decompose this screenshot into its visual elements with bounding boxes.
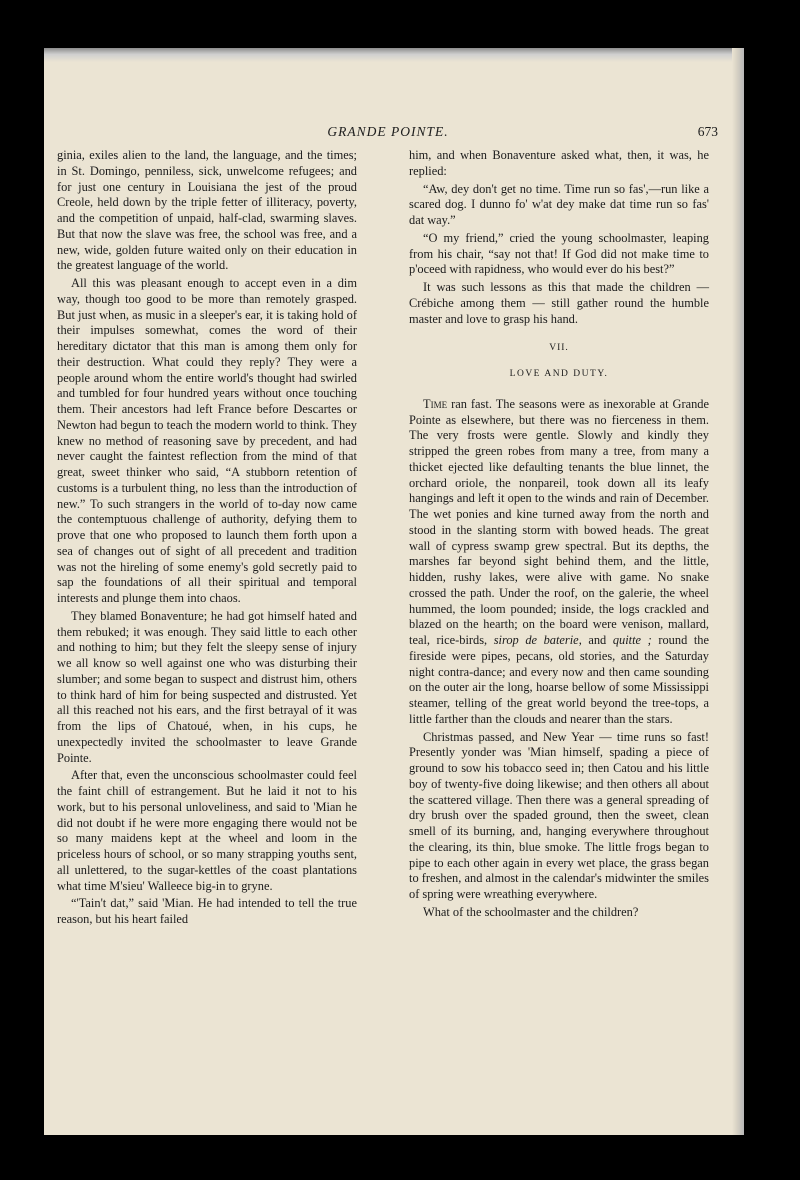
text-run: ran fast. The seasons were as inexorable at Grande Pointe as elsewhere, but there was no fierceness in them. The very frosts were gentle. Slowly and kindly they stripped the green robes from many a tree, from many a thicket ejected like defaulting tenants the blue linnet, the orchard oriole, the nonpareil, took down all its leafy hangings and left it open to the winds and rain of December. The wet ponies and kine turned away from the north and stood in the slanting storm with bowed heads. The great wall of cypress swamp grew spectral. But its depths, the marshes far beyond sight behind them, and the little, hidden, rushy lakes, were alive with game. No snake crossed the path. Under the roof, on the galerie, the wheel hummed, the loom pounded; inside, the logs crackled and blazed on the hearth; on the board were venison, mallard, teal, rice-birds, (409, 396, 709, 647)
paragraph: Christmas passed, and New Year — time runs so fast! Presently yonder was 'Mian himself, spading a piece of ground to sow his tobacco seed in; then Catou and his little boy of twenty-five doing likewise; and then others all about the scattered village. Then there was a general spreading of dry brush over the spaded ground, then the sweet, clean smell of its burning, and, hanging everywhere throughout the clearing, its thin, blue smoke. The little frogs began to pipe to each other again in every wet place, the grass began to freshen, and almost in the calendar's midwinter the smiles of spring were wreathing everywhere. (409, 729, 709, 901)
paragraph: “'Tain't dat,” said 'Mian. He had intended to tell the true reason, but his heart failed (57, 896, 357, 926)
paragraph: They blamed Bonaventure; he had got himself hated and them rebuked; it was enough. They said little to each other and nothing to him; but they felt the sleepy sense of injury we all know so well against one who was disturbing their slumber; and some began to suspect and distrust him, others to think hard of him for being suspected and distrusted. Yet all this reached not his ears, and the first betrayal of it was from the lips of Chatoué, when, in his cups, he unexpectedly invited the schoolmaster to leave Grande Pointe. (57, 608, 357, 765)
opening-words: Time (423, 396, 448, 411)
page-top-edge (44, 48, 744, 62)
page-header (58, 124, 718, 144)
italic-phrase: sirop de baterie (493, 633, 579, 647)
section-title: LOVE AND DUTY. (509, 369, 609, 379)
text-run: , and (578, 633, 613, 647)
paragraph: All this was pleasant enough to accept even in a dim way, though too good to be more than remotely grasped. But just when, as music in a sleeper's ear, it is taking hold of their impulses somewhat, comes the word of their hereditary dictator that this man is among them only for their destruction. What could they reply? They were a people around whom the entire world's thought had swirled and tumbled for four hundred years without once touching them. Their ancestors had left France before Descartes or Newton had begun to teach the modern world to think. They knew no method of reasoning save by precedent, and had never caught the faintest reflection from the mind of that great, sweet thinker who said, “A stubborn retention of customs is a turbulent thing, no less than the introduction of new.” To such strangers in the world of to-day now came the contemptuous challenge of authority, defying them to prove that one who proposed to launch them forth upon a sea of changes out of sight of all precedent and tradition was not the hireling of some enemy's gold secretly paid to sap the foundations of all their spiritual and temporal interests and plunge them into chaos. (57, 276, 357, 605)
paragraph: It was such lessons as this that made the children — Crébiche among them — still gather round the humble master and love to grasp his hand. (409, 280, 709, 326)
paragraph: “Aw, dey don't get no time. Time run so fas',—run like a scared dog. I dunno fo' w'at dey make dat time run so fas' dat way.” (409, 181, 709, 227)
book-page (44, 48, 744, 1135)
left-column (57, 148, 357, 930)
paragraph (409, 397, 709, 728)
text-run: round the fireside were pipes, pecans, old stories, and the Saturday night contra-dance; and every now and then came sounding on the outer air the long, hoarse bellow of some Mississippi steamer, telling of the great world beyond the tree-tops, a little farther than the clouds and nearer than the stars. (409, 633, 709, 726)
paragraph: ginia, exiles alien to the land, the language, and the times; in St. Domingo, penniless, sick, unwelcome refugees; and for just one century in Louisiana the jest of the proud Creole, held down by the triple fetter of illiteracy, poverty, and the competition of unpaid, half-clad, swarming slaves. But that now the slave was free, the school was free, and a new, wide, golden future waited only on their education in the greatest language of the world. (57, 148, 357, 273)
running-title: GRANDE POINTE. (327, 124, 449, 139)
right-column (409, 148, 709, 923)
section-number: VII. (549, 343, 569, 354)
paragraph: After that, even the unconscious schoolmaster could feel the faint chill of estrangement. But he laid it not to his work, but to his personal unloveliness, and said to 'Mian he did not doubt if he were more engaging there would not be so many maidens kept at the wheel and loom in the priceless hours of school, or so many strapping youths sent, all unlettered, to the sugar-kettles of the coast plantations what time M'sieu' Walleece big-in to gryne. (57, 768, 357, 893)
paragraph: him, and when Bonaventure asked what, then, it was, he replied: (409, 148, 709, 178)
paragraph: “O my friend,” cried the young schoolmaster, leaping from his chair, “say not that! If God did not make time to p'oceed with rapidness, who would ever do his best?” (409, 230, 709, 277)
page-number: 673 (697, 124, 718, 139)
italic-phrase: quitte ; (612, 633, 652, 647)
paragraph: What of the schoolmaster and the children? (423, 904, 639, 919)
page-right-edge (732, 48, 744, 1135)
